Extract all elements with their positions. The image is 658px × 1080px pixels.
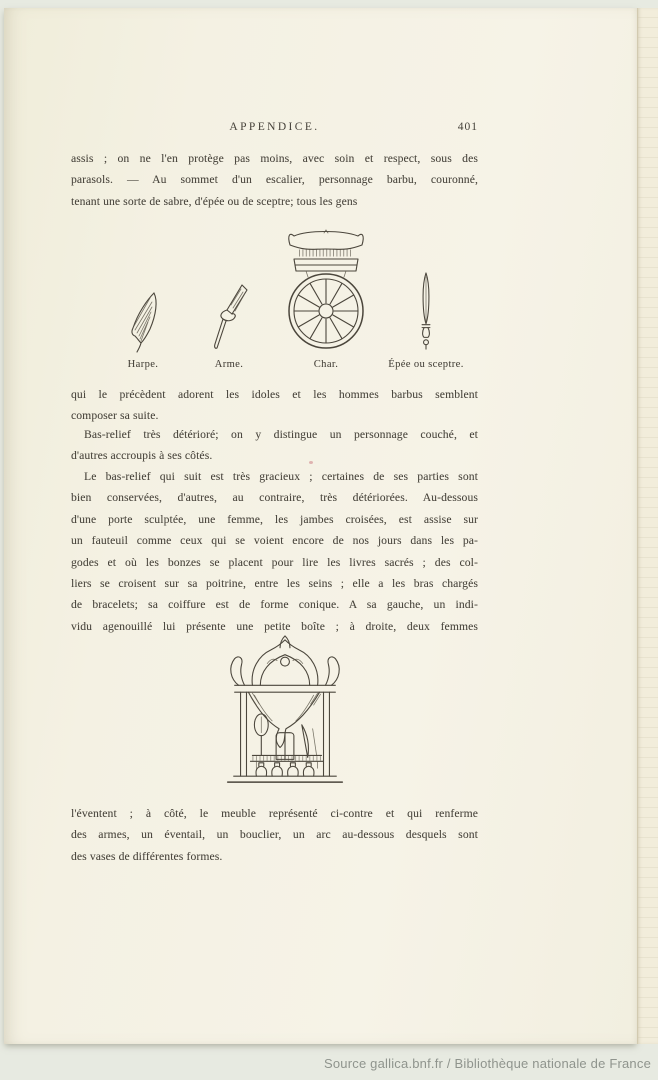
page-title: APPENDICE.: [229, 121, 320, 133]
scanned-book-page: [4, 8, 637, 1044]
page-number: 401: [457, 121, 478, 133]
footer-bar: [0, 1044, 658, 1080]
figure-objects: [71, 220, 478, 370]
figure-caption-epee: Épée ou sceptre.: [388, 359, 464, 370]
text-line: vidu agenouillé lui présente une petite boîte ; à droite, deux femmes: [71, 619, 478, 633]
figure-caption-harpe: Harpe.: [127, 359, 159, 370]
source-attribution: Source gallica.bnf.fr / Bibliothèque nationale de France: [323, 1056, 651, 1071]
text-line: Bas-relief très détérioré; on y distingue un personnage couché, et: [84, 428, 478, 441]
sword-drawing: [418, 271, 434, 353]
text-line: liers se croisent sur sa poitrine, entre les seins ; elle a les bras chargés: [71, 577, 478, 591]
weapon-drawing: [209, 283, 249, 353]
text-line: godes et où les bonzes se placent pour lire les livres sacrés ; des col-: [71, 555, 478, 569]
paragraph: [71, 384, 478, 427]
text-line: composer sa suite.: [71, 409, 159, 423]
book-fore-edge: [637, 8, 658, 1044]
figure-caption-char: Char.: [313, 359, 339, 370]
paragraph: [71, 803, 478, 867]
figure-item-arme: [177, 283, 281, 370]
print-speck: [309, 461, 313, 464]
text-line: Le bas-relief qui suit est très gracieux ; certaines de ses parties sont: [84, 470, 478, 483]
figure-cabinet: [225, 630, 349, 790]
text-line: parasols. — Au sommet d'un escalier, personnage barbu, couronné,: [71, 173, 478, 187]
paragraph: [71, 466, 478, 637]
paragraph: [71, 148, 478, 212]
text-line: assis ; on ne l'en protège pas moins, avec soin et respect, sous des: [71, 152, 478, 165]
text-line: bien conservées, d'autres, au contraire, très détériorées. Au-dessous: [71, 491, 478, 505]
cabinet-drawing: [225, 630, 345, 788]
text-line: des armes, un éventail, un bouclier, un arc au-dessous desquels sont: [71, 828, 478, 842]
chariot-drawing: [286, 229, 366, 353]
text-line: de bracelets; sa coiffure est de forme conique. A sa gauche, un indi-: [71, 598, 478, 612]
figure-caption-arme: Arme.: [214, 359, 244, 370]
text-line: qui le précèdent adorent les idoles et les hommes barbus semblent: [71, 388, 478, 401]
running-head: [71, 121, 478, 137]
text-line: d'une porte sculptée, une femme, les jambes croisées, est assise sur: [71, 512, 478, 526]
text-line: un fauteuil comme ceux qui se voient encore de nos jours dans les pa-: [71, 534, 478, 548]
text-line: l'éventent ; à côté, le meuble représenté ci-contre et qui renferme: [71, 807, 478, 820]
paragraph: [71, 424, 478, 467]
figure-item-char: [274, 229, 378, 370]
text-line: tenant une sorte de sabre, d'épée ou de sceptre; tous les gens: [71, 194, 358, 208]
figure-item-epee: [367, 271, 485, 370]
text-line: d'autres accroupis à ses côtés.: [71, 449, 213, 463]
harp-drawing: [126, 291, 160, 353]
text-line: des vases de différentes formes.: [71, 849, 223, 863]
